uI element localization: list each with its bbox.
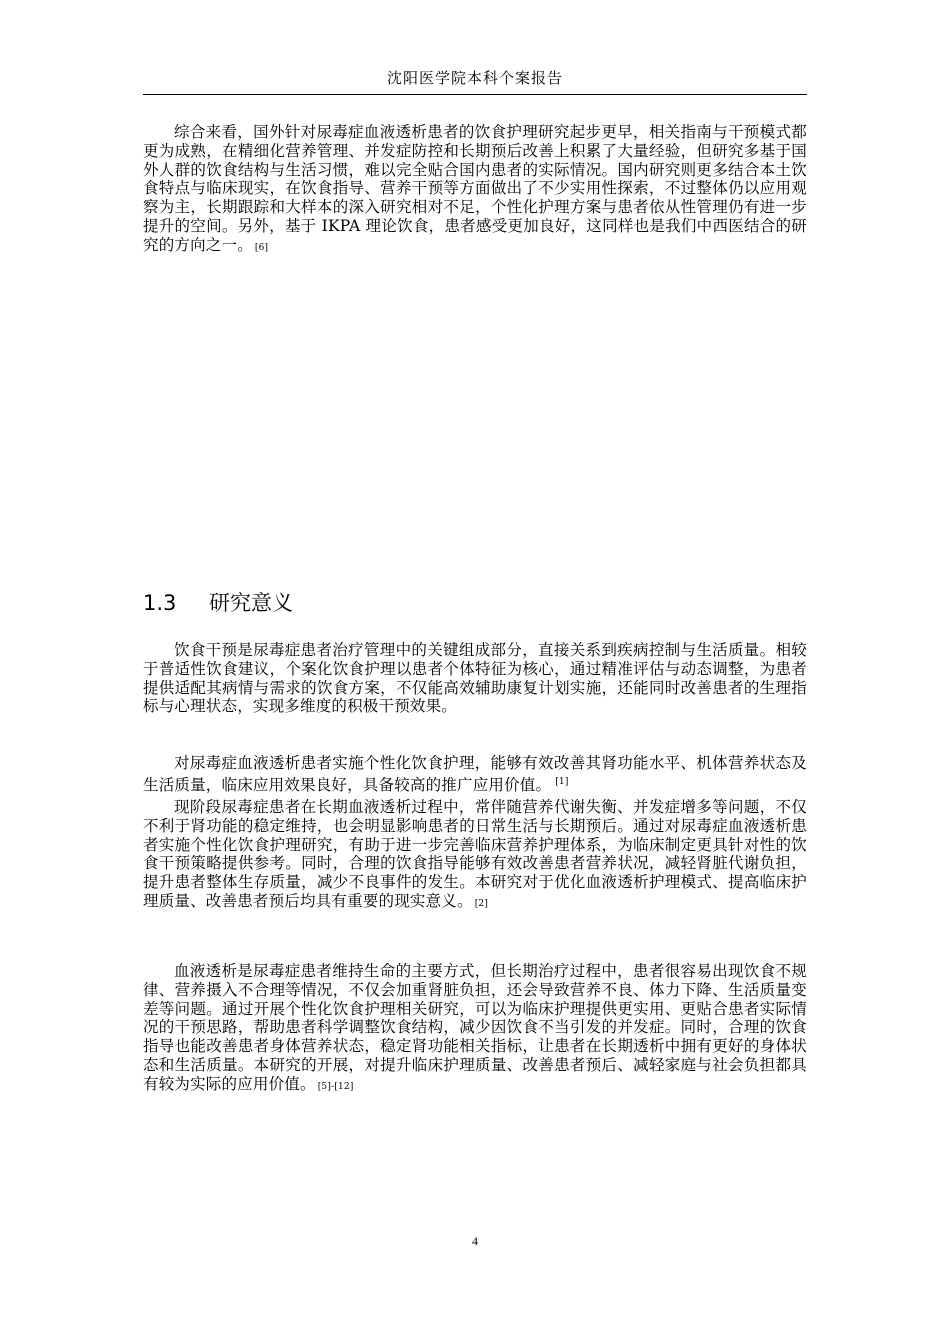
paragraph-text: 对尿毒症血液透析患者实施个性化饮食护理，能够有效改善其肾功能水平、机体营养状态及生活质量，临床应用效果良好，具备较高的推广应用价值。 <box>143 754 807 794</box>
paragraph-text: 饮食干预是尿毒症患者治疗管理中的关键组成部分，直接关系到疾病控制与生活质量。相较于普适性饮食建议，个案化饮食护理以患者个体特征为核心，通过精准评估与动态调整，为患者提供适配其病情与需求的饮食方案，不仅能高效辅助康复计划实施，还能同时改善患者的生理指标与心理状态，实现多维度的积极干预效果。 <box>143 641 807 716</box>
paragraph-personalized-care <box>143 754 807 795</box>
paragraph-international-comparison <box>143 123 807 258</box>
paragraph-hemodialysis-value <box>143 962 807 1097</box>
paragraph-text: 现阶段尿毒症患者在长期血液透析过程中，常伴随营养代谢失衡、并发症增多等问题，不仅不利于肾功能的稳定维持，也会明显影响患者的日常生活与长期预后。通过对尿毒症血液透析患者实施个性化饮食护理研究，有助于进一步完善临床营养护理体系，为临床制定更具针对性的饮食干预策略提供参考。同时，合理的饮食指导能够有效改善患者营养状况，减轻肾脏代谢负担，提升患者整体生存质量，减少不良事件的发生。本研究对于优化血液透析护理模式、提高临床护理质量、改善患者预后均具有重要的现实意义。 <box>143 798 807 910</box>
paragraph-diet-intervention <box>143 641 807 716</box>
section-number: 1.3 <box>143 591 177 615</box>
paragraph-text: 血液透析是尿毒症患者维持生命的主要方式，但长期治疗过程中，患者很容易出现饮食不规律、营养摄入不合理等情况，不仅会加重肾脏负担，还会导致营养不良、体力下降、生活质量变差等问题。通过开展个性化饮食护理相关研究，可以为临床护理提供更实用、更贴合患者实际情况的干预思路，帮助患者科学调整饮食结构，减少因饮食不当引发的并发症。同时，合理的饮食指导也能改善患者身体营养状态，稳定肾功能相关指标，让患者在长期透析中拥有更好的身体状态和生活质量。本研究的开展，对提升临床护理质量、改善患者预后、减轻家庭与社会负担都具有较为实际的应用价值。 <box>143 962 807 1093</box>
citation-ref: [6] <box>254 242 269 253</box>
citation-ref: [2] <box>474 898 489 909</box>
paragraph-text: 综合来看，国外针对尿毒症血液透析患者的饮食护理研究起步更早，相关指南与干预模式都更为成熟，在精细化营养管理、并发症防控和长期预后改善上积累了大量经验，但研究多基于国外人群的饮食结构与生活习惯，难以完全贴合国内患者的实际情况。国内研究则更多结合本土饮食特点与临床现实，在饮食指导、营养干预等方面做出了不少实用性探索，不过整体仍以应用观察为主，长期跟踪和大样本的深入研究相对不足，个性化护理方案与患者依从性管理仍有进一步提升的空间。另外，基于 IKPA 理论饮食，患者感受更加良好，这同样也是我们中西医结合的研究的方向之一。 <box>143 123 807 254</box>
citation-ref: [5]-[12] <box>317 1081 354 1092</box>
section-title: 研究意义 <box>209 591 293 615</box>
header-title: 沈阳医学院本科个案报告 <box>386 69 563 87</box>
section-heading <box>143 588 293 618</box>
paragraph-current-situation <box>143 798 807 914</box>
page-header <box>143 62 807 95</box>
page-number: 4 <box>472 1234 478 1248</box>
citation-ref: [1] <box>555 776 569 787</box>
